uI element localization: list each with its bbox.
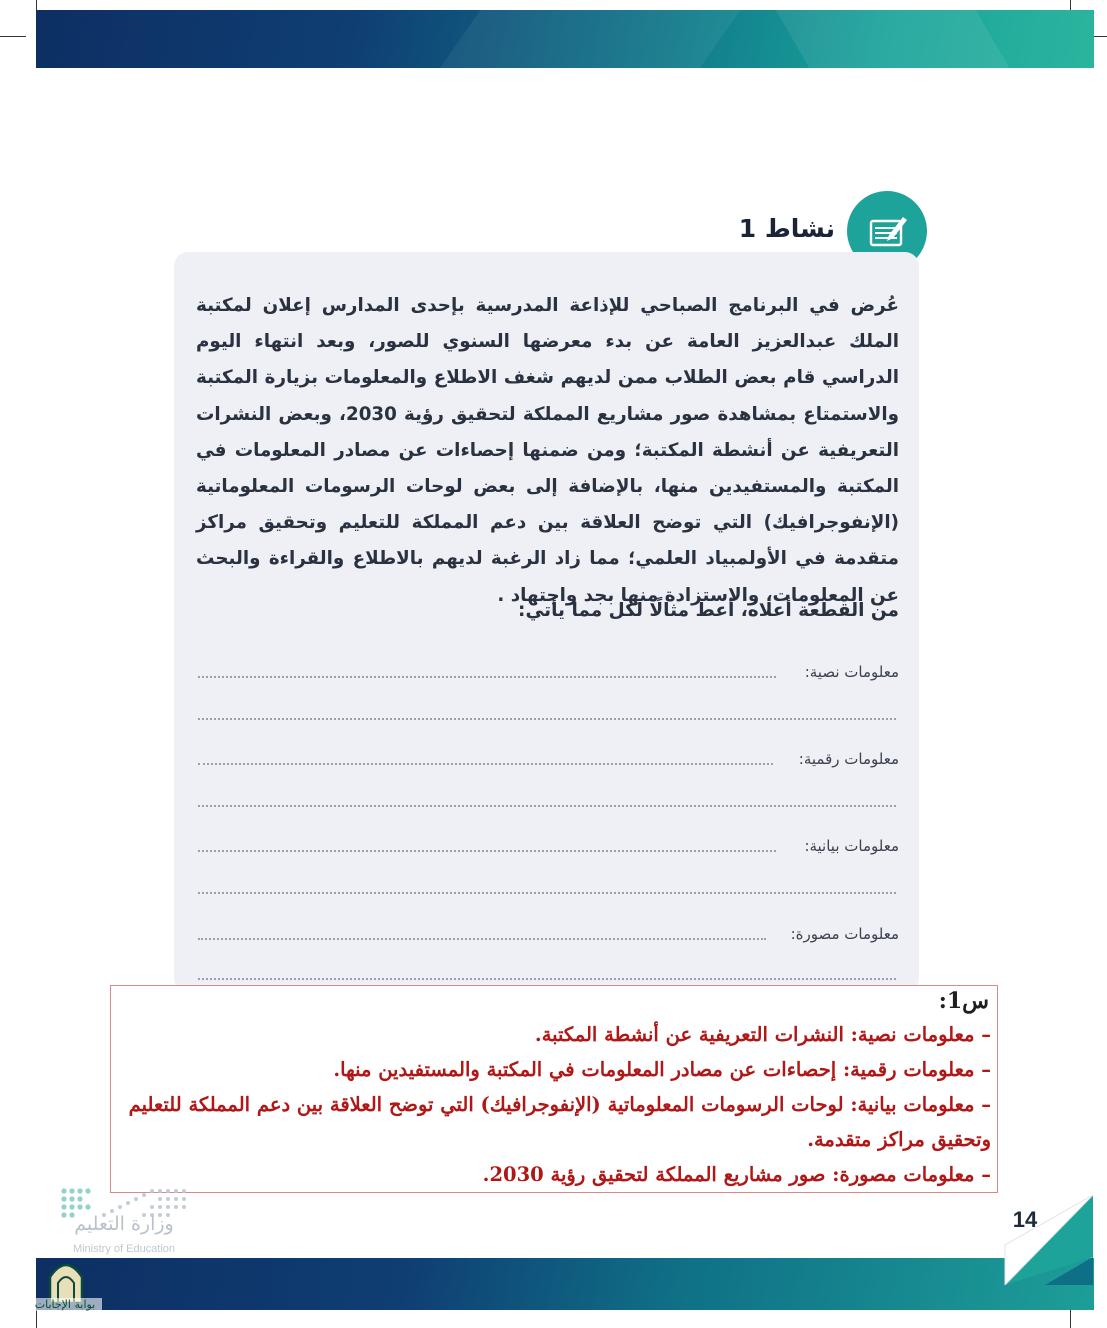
answer-box <box>110 985 998 1193</box>
answer-line-text <box>111 1018 991 1052</box>
answer-line-numeric <box>111 1053 991 1087</box>
activity-passage: عُرض في البرنامج الصباحي للإذاعة المدرسية بإحدى المدارس إعلان لمكتبة الملك عبدالعزيز العامة عن بدء معرضها السنوي للصور، وبعد انتهاء اليوم الدراسي قام بعض الطلاب ممن لديهم شغف الاطلاع والمعلومات بزيارة المكتبة والاستمتاع بمشاهدة صور مشاريع المملكة لتحقيق رؤية 2030، وبعض النشرات التعريفية عن أنشطة المكتبة؛ ومن ضمنها إحصاءات عن مصادر المعلومات في المكتبة والمستفيدين منها، بالإضافة إلى بعض لوحات الرسومات المعلوماتية (الإنفوجرافيك) التي توضح العلاقة بين دعم المملكة للتعليم وتحقيق مراكز متقدمة في الأولمبياد العلمي؛ مما زاد الرغبة لديهم بالاطلاع والقراءة والبحث عن المعلومات، والاستزادة منها بجد واجتهاد . <box>196 295 899 606</box>
answer-label: – معلومات مصورة: <box>832 1163 991 1186</box>
top-banner <box>36 10 1094 68</box>
ministry-name-ar: وزارة التعليم <box>74 1213 174 1235</box>
answer-value: لوحات الرسومات المعلوماتية (الإنفوجرافيك) التي توضح العلاقة بين دعم المملكة للتعليم <box>128 1093 844 1116</box>
answer-line-graphic-cont <box>111 1123 991 1157</box>
bottom-banner <box>36 1258 1094 1310</box>
field-label-image-info: معلومات مصورة: <box>790 925 899 943</box>
answer-line[interactable] <box>198 978 896 980</box>
watermark-text: بوابة الإجابات <box>28 1298 102 1311</box>
answer-label: – معلومات نصية: <box>850 1023 991 1046</box>
activity-title: نشاط 1 <box>738 214 835 243</box>
answer-label: – معلومات بيانية: <box>850 1093 991 1116</box>
field-label-numeric-info: معلومات رقمية: <box>798 750 899 768</box>
answer-value: النشرات التعريفية عن أنشطة المكتبة. <box>534 1023 844 1046</box>
crop-mark <box>0 36 26 37</box>
answer-line[interactable] <box>198 892 896 894</box>
answer-line[interactable] <box>198 718 896 720</box>
answer-value: وتحقيق مراكز متقدمة. <box>807 1128 991 1151</box>
field-label-text-info: معلومات نصية: <box>804 663 899 681</box>
answer-line[interactable] <box>198 676 776 678</box>
ministry-name-en: Ministry of Education <box>72 1243 176 1255</box>
answer-line[interactable] <box>198 763 773 765</box>
answer-value: إحصاءات عن مصادر المعلومات في المكتبة والمستفيدين منها. <box>333 1058 837 1081</box>
answer-line-image <box>111 1158 991 1192</box>
answer-heading: س1: <box>938 988 989 1014</box>
answer-line[interactable] <box>198 938 766 940</box>
answer-label: – معلومات رقمية: <box>842 1058 991 1081</box>
answer-value: صور مشاريع المملكة لتحقيق رؤية 2030. <box>482 1163 826 1186</box>
answer-line[interactable] <box>198 850 776 852</box>
page-number: 14 <box>1012 1207 1038 1232</box>
activity-prompt: من القطعة أعلاه، أعط مثالًا لكل مما يأتي: <box>518 600 899 621</box>
field-label-graphic-info: معلومات بيانية: <box>804 837 899 855</box>
answer-line-graphic <box>111 1088 991 1122</box>
answer-line[interactable] <box>198 805 896 807</box>
